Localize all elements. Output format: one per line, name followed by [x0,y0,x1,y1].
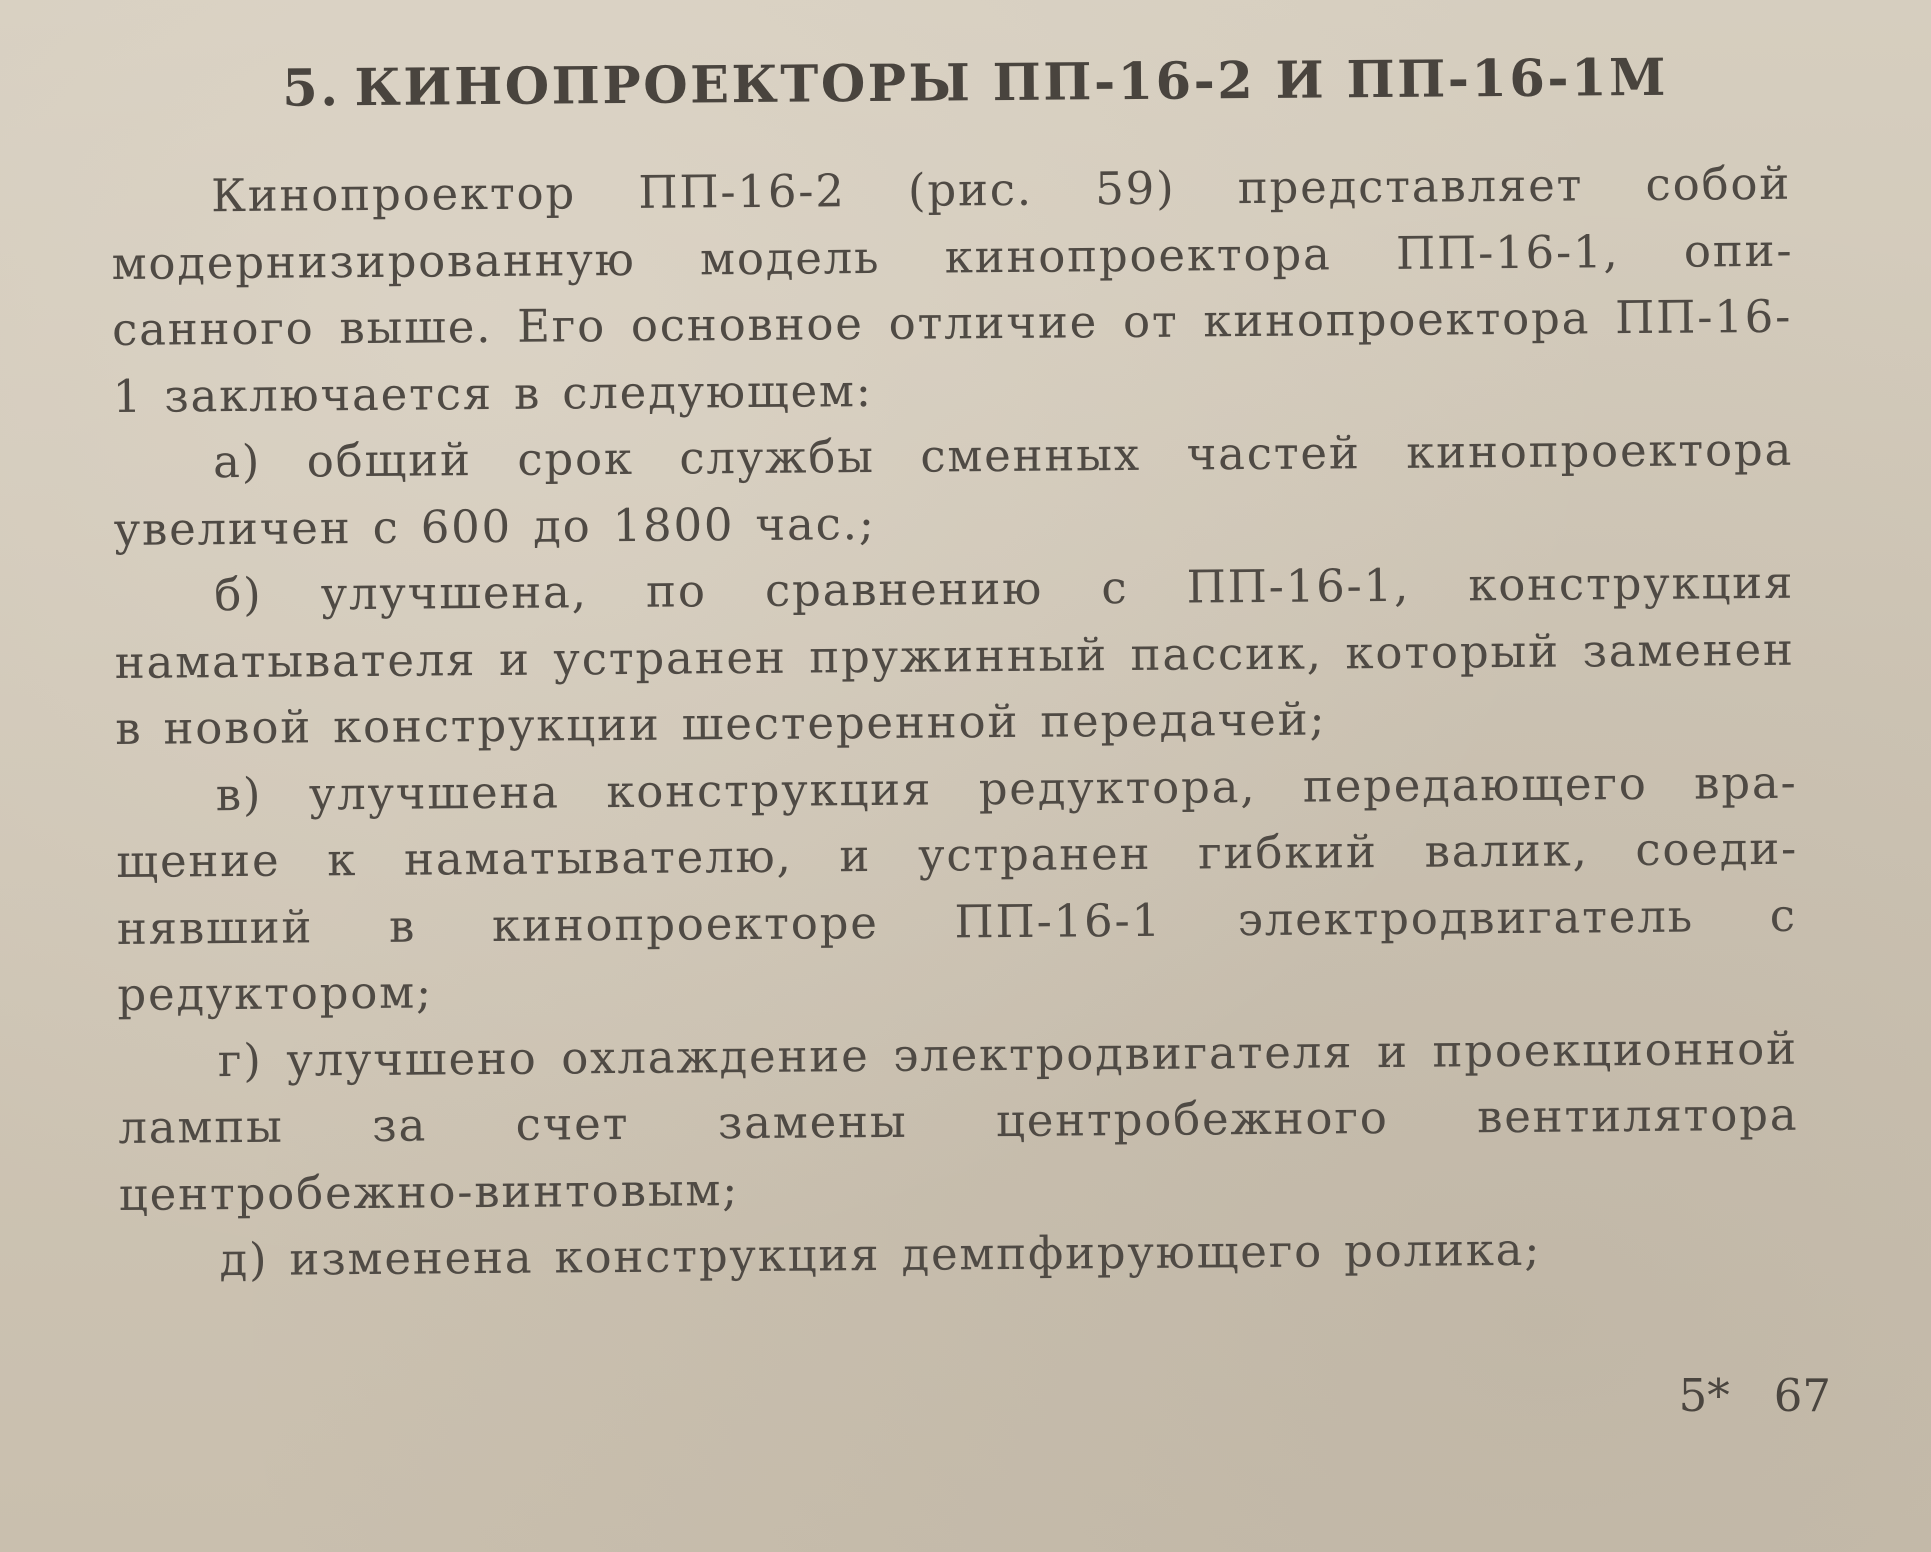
section-title: КИНОПРОЕКТОРЫ ПП-16-2 И ПП-16-1М [354,47,1669,119]
section-heading [110,45,1810,122]
list-item-a: а) общий срок службы сменных частей кинопроектора увеличен с 600 до 1800 час.; [113,422,1794,556]
intro-paragraph: Кинопроектор ПП-16-2 (рис. 59) представляет собой модернизированную модель кинопроектора ПП-16-1, описанного выше. Его основное отличие от кинопроектора ПП-16-1 заключается в следующем: [111,156,1793,423]
list-item-b: б) улучшена, по сравнению с ПП-16-1, конструкция наматывателя и устранен пружинный пассик, который заменен в новой конструкции шестеренной передачей; [114,555,1795,755]
section-number: 5. [282,58,341,119]
list-item-g: г) улучшено охлаждение электродвигателя и проекционной лампы за счет замены центробежного вентилятора центробежно-винтовым; [118,1021,1799,1221]
signature-mark: 5* [1678,1369,1730,1422]
page-number: 67 [1773,1369,1831,1422]
page-content [110,45,1820,1295]
page-footer [1679,1368,1831,1424]
list-item-v: в) улучшена конструкция редуктора, передающего вращение к наматывателю, и устранен гибкий валик, соединявший в кинопроекторе ПП-16-1 электродвигатель с редуктором; [116,755,1797,1021]
body-text [111,151,1800,1295]
list-item-d: д) изменена конструкция демпфирующего ролика; [219,1222,1542,1287]
